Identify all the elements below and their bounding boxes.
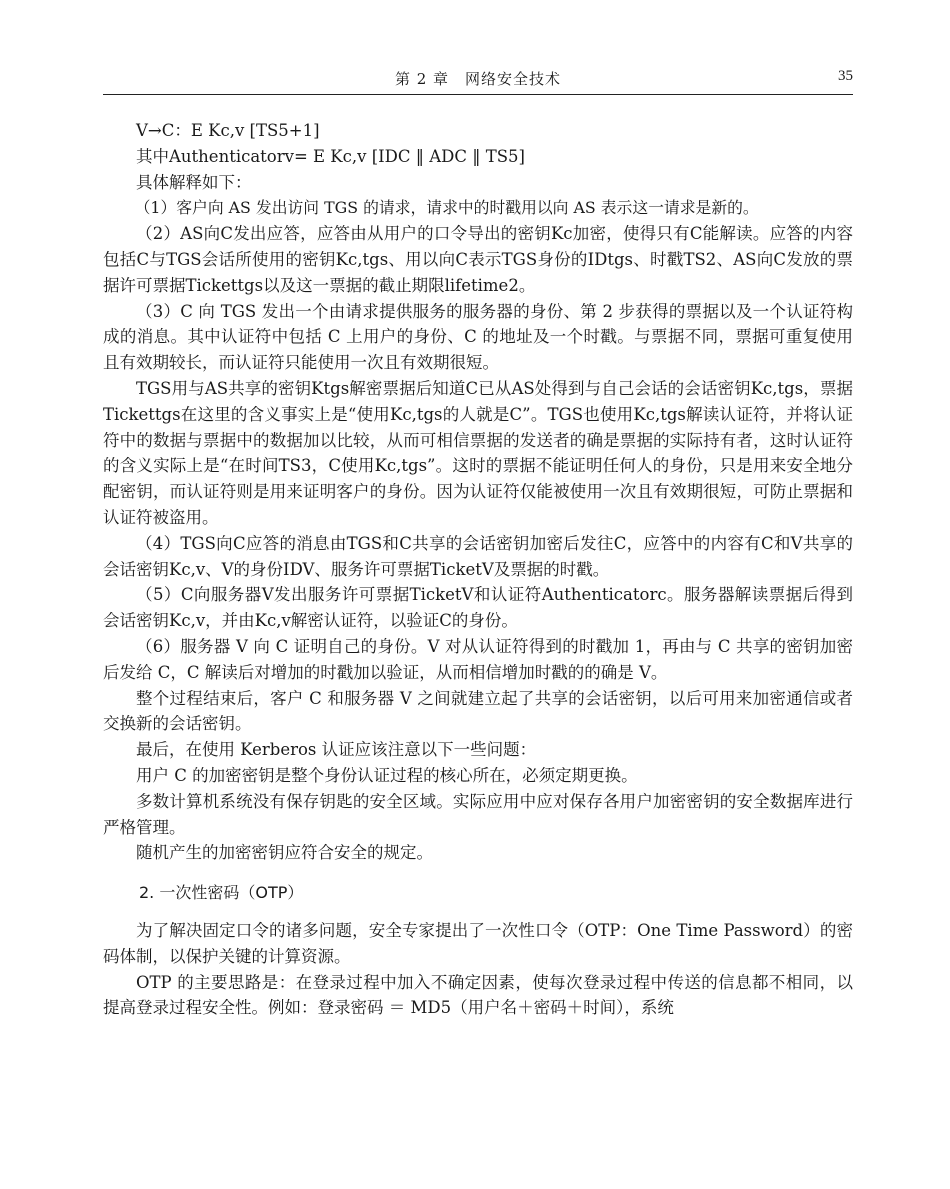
- formula-line: 其中Authenticatorv= E Kc,v [IDC ‖ ADC ‖ TS5]: [136, 146, 525, 166]
- paragraph: 整个过程结束后，客户 C 和服务器 V 之间就建立起了共享的会话密钥，以后可用来加密通信或者交换新的会话密钥。: [103, 688, 853, 734]
- paragraph: （6）服务器 V 向 C 证明自己的身份。V 对从认证符得到的时戳加 1，再由与 C 共享的密钥加密后发给 C，C 解读后对增加的时戳加以验证，从而相信增加时戳的的确是 V。: [103, 636, 853, 682]
- paragraph: （1）客户向 AS 发出访问 TGS 的请求，请求中的时戳用以向 AS 表示这一请求是新的。: [134, 198, 759, 218]
- paragraph: 用户 C 的加密密钥是整个身份认证过程的核心所在，必须定期更换。: [136, 765, 638, 785]
- section-heading: 2. 一次性密码（OTP）: [139, 883, 304, 903]
- paragraph: TGS用与AS共享的密钥Ktgs解密票据后知道C已从AS处得到与自己会话的会话密钥Kc,tgs，票据Tickettgs在这里的含义事实上是“使用Kc,tgs的人就是C”。TGS也使用Kc,tgs解读认证符，并将认证符中的数据与票据中的数据加以比较，从而可相信票据的发送者的确是票据的实际持有者，这时认证符的含义实际上是“在时间TS3，C使用Kc,tgs”。这时的票据不能证明任何人的身份，只是用来安全地分配密钥，而认证符则是用来证明客户的身份。因为认证符仅能被使用一次且有效期很短，可防止票据和认证符被盗用。: [103, 378, 853, 527]
- paragraph: OTP 的主要思路是：在登录过程中加入不确定因素，使每次登录过程中传送的信息都不相同，以提高登录过程安全性。例如：登录密码 ＝ MD5（用户名＋密码＋时间），系统: [103, 972, 853, 1018]
- paragraph: （4）TGS向C应答的消息由TGS和C共享的会话密钥加密后发往C，应答中的内容有C和V共享的会话密钥Kc,v、V的身份IDV、服务许可票据TicketV及票据的时戳。: [103, 533, 853, 579]
- paragraph: 多数计算机系统没有保存钥匙的安全区域。实际应用中应对保存各用户加密密钥的安全数据库进行严格管理。: [103, 791, 853, 837]
- paragraph: 随机产生的加密密钥应符合安全的规定。: [136, 843, 433, 863]
- paragraph: 最后，在使用 Kerberos 认证应该注意以下一些问题：: [136, 740, 537, 760]
- paragraph: 为了解决固定口令的诸多问题，安全专家提出了一次性口令（OTP：One Time Password）的密码体制，以保护关键的计算资源。: [103, 920, 853, 966]
- paragraph: （3）C 向 TGS 发出一个由请求提供服务的服务器的身份、第 2 步获得的票据以及一个认证符构成的消息。其中认证符中包括 C 上用户的身份、C 的地址及一个时戳。与票据不同，票据可重复使用且有效期较长，而认证符只能使用一次且有效期很短。: [103, 301, 853, 373]
- page-number: 35: [838, 68, 853, 84]
- page-header: [103, 66, 853, 95]
- paragraph: （5）C向服务器V发出服务许可票据TicketV和认证符Authenticatorc。服务器解读票据后得到会话密钥Kc,v，并由Kc,v解密认证符，以验证C的身份。: [103, 585, 853, 631]
- document-body: [103, 118, 853, 1021]
- chapter-title: 第 2 章 网络安全技术: [394, 70, 562, 88]
- paragraph: （2）AS向C发出应答，应答由从用户的口令导出的密钥Kc加密，使得只有C能解读。应答的内容包括C与TGS会话所使用的密钥Kc,tgs、用以向C表示TGS身份的IDtgs、时戳TS2、AS向C发放的票据许可票据Tickettgs以及这一票据的截止期限lifetime2。: [103, 224, 853, 295]
- paragraph: 具体解释如下：: [136, 172, 252, 192]
- formula-line: V→C：E Kc,v [TS5+1]: [136, 121, 320, 140]
